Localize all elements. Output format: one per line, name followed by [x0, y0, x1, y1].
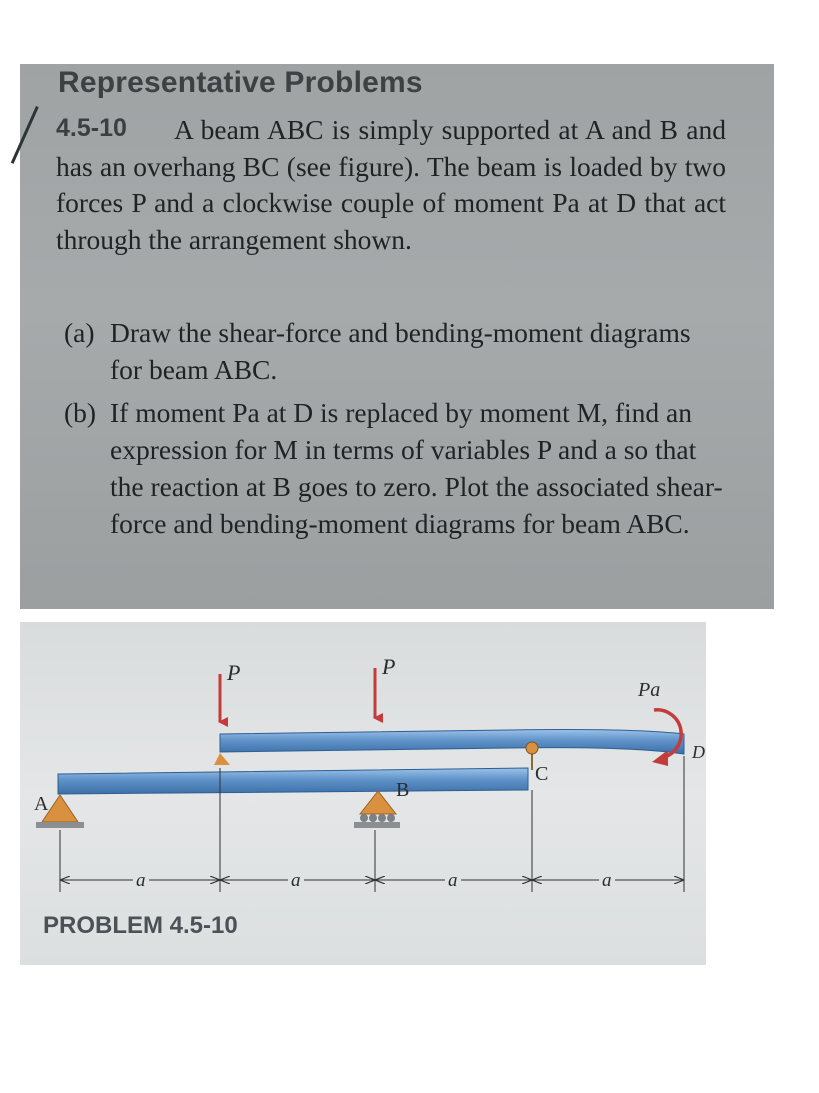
- dim-label-2: a: [291, 870, 301, 891]
- figure-panel: [20, 622, 706, 965]
- part-a: [64, 314, 724, 388]
- margin-mark: [11, 106, 39, 164]
- main-beam-abc: [58, 768, 528, 794]
- problem-number: 4.5-10: [56, 114, 127, 142]
- label-a: A: [34, 793, 49, 815]
- dim-label-1: a: [136, 870, 146, 891]
- problem-statement: [56, 112, 726, 258]
- ground-a: [36, 822, 84, 828]
- ground-b: [354, 822, 400, 828]
- figure-caption: PROBLEM 4.5-10: [43, 912, 238, 939]
- support-b: [360, 791, 396, 814]
- pin-c: [526, 742, 538, 754]
- label-b: B: [396, 779, 410, 801]
- dim-label-3: a: [448, 870, 458, 891]
- label-d: D: [692, 742, 705, 762]
- part-a-text: Draw the shear-force and bending-moment diagrams for beam ABC.: [110, 317, 691, 385]
- label-force-2: P: [382, 654, 396, 679]
- roller-b-4: [387, 814, 395, 822]
- part-b-label: (b): [64, 397, 97, 428]
- part-b: [64, 394, 724, 542]
- dim-label-4: a: [602, 870, 612, 891]
- section-heading: Representative Problems: [58, 66, 423, 99]
- part-b-text: If moment Pa at D is replaced by moment M, find an expression for M in terms of variables P and a so that the reaction at B goes to zero. Plot the associated shear-force and bending-moment diagrams for beam ABC.: [110, 397, 723, 539]
- moment-arrow-head: [652, 750, 668, 766]
- label-force-1: P: [227, 660, 241, 685]
- problem-text-panel: [20, 64, 774, 609]
- part-a-label: (a): [64, 317, 95, 348]
- roller-b-1: [360, 814, 368, 822]
- upper-beam: [220, 730, 684, 755]
- roller-b-3: [378, 814, 386, 822]
- label-c: C: [535, 763, 549, 785]
- upper-beam-support: [214, 753, 230, 765]
- label-moment: Pa: [638, 679, 661, 701]
- problem-statement-text: A beam ABC is simply supported at A and B and has an overhang BC (see figure). The beam is loaded by two forces P and a clockwise couple of moment Pa at D that act through the arrangement shown.: [56, 114, 726, 255]
- roller-b-2: [369, 814, 377, 822]
